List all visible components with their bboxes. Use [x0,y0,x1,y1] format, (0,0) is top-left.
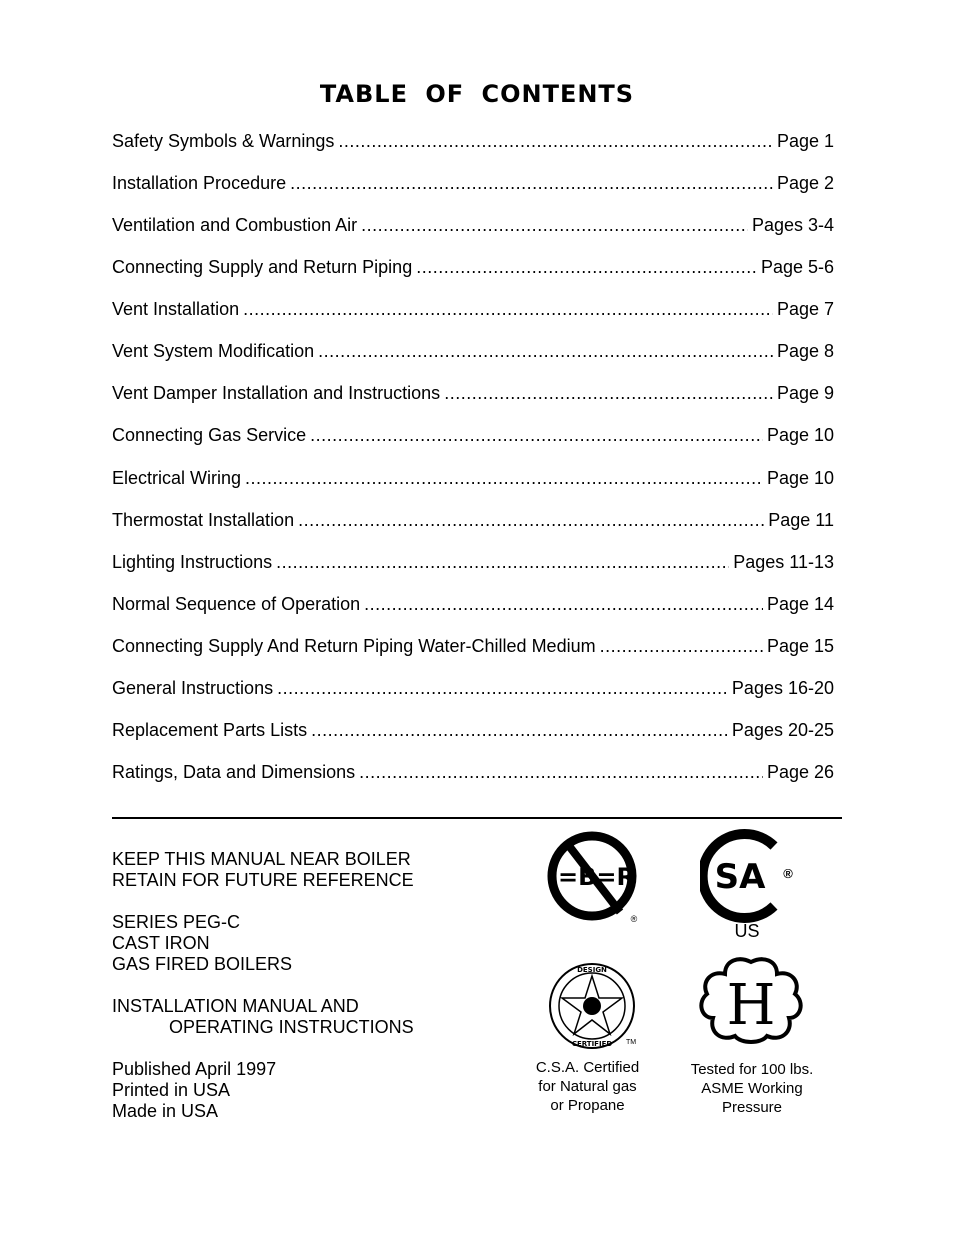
info-line: Published April 1997 [112,1059,277,1079]
toc-entry-page: Page 15 [766,635,834,656]
toc-entry-title: Ratings, Data and Dimensions [112,761,356,782]
csa-text: SA [714,857,766,897]
toc-entry-page: Pages 16-20 [731,677,834,698]
ibr-logo [544,830,644,930]
caption-line: Tested for 100 lbs. [690,1061,814,1078]
toc-entry-title: Connecting Supply and Return Piping [112,257,413,278]
toc-entry-page: Pages 20-25 [731,719,834,740]
info-line: Made in USA [112,1101,219,1121]
asme-h-stamp [697,956,805,1049]
dot-leader [338,131,773,152]
caption-line: Pressure [721,1099,783,1116]
info-line: GAS FIRED BOILERS [112,954,293,974]
toc-row [112,257,834,299]
trademark-mark: TM [625,1039,637,1046]
toc-row [112,131,834,173]
toc-row [112,468,834,510]
toc-entry-title: Connecting Gas Service [112,425,307,446]
info-line: SERIES PEG-C [112,912,241,932]
publication-info [112,1059,414,1122]
section-divider [112,817,842,819]
dot-leader [298,510,764,531]
dot-leader [361,215,748,236]
toc-row [112,510,834,552]
toc-entry-page: Page 14 [766,593,834,614]
registered-mark: ® [630,914,638,924]
dot-leader [311,720,728,741]
toc-row [112,636,834,678]
info-line: Printed in USA [112,1080,231,1100]
dot-leader [277,678,728,699]
dot-leader [364,594,763,615]
toc-entry-title: Vent Damper Installation and Instructions [112,383,441,404]
toc-entry-page: Page 10 [766,425,834,446]
toc-entry-title: Ventilation and Combustion Air [112,215,358,236]
caption-line: C.S.A. Certified [535,1059,640,1076]
toc-entry-page: Page 5-6 [760,257,834,278]
toc-entry-title: Lighting Instructions [112,551,273,572]
seal-top-text: DESIGN [577,966,607,974]
toc-entry-page: Page 7 [776,299,834,320]
toc-row [112,341,834,383]
toc-entry-title: Installation Procedure [112,173,287,194]
caption-line: or Propane [550,1097,625,1114]
toc-row [112,425,834,467]
toc-entry-page: Page 26 [766,761,834,782]
csa-us-label: US [734,921,760,941]
toc-entry-title: Thermostat Installation [112,509,295,530]
toc-entry-title: Vent System Modification [112,341,315,362]
toc-row [112,173,834,215]
csa-certified-caption [515,1058,660,1115]
caption-line: for Natural gas [538,1078,637,1095]
toc-entry-page: Page 2 [776,173,834,194]
toc-row [112,678,834,720]
dot-leader [245,468,763,489]
manual-info [112,849,414,1143]
manual-type [112,996,414,1038]
asme-tested-caption [672,1060,832,1117]
toc-entry-title: Electrical Wiring [112,467,242,488]
design-certified-seal [544,962,644,1055]
info-line: KEEP THIS MANUAL NEAR BOILER [112,849,411,869]
dot-leader [416,257,757,278]
series-info [112,912,414,975]
toc-entry-page: Page 1 [776,131,834,151]
toc-entry-title: Replacement Parts Lists [112,719,308,740]
table-of-contents [112,131,834,804]
retain-notice [112,849,414,891]
info-line: OPERATING INSTRUCTIONS [169,1017,414,1037]
toc-entry-title: Vent Installation [112,299,240,320]
seal-bottom-text: CERTIFIED [571,1040,613,1048]
dot-leader [243,299,773,320]
toc-entry-title: General Instructions [112,677,274,698]
dot-leader [600,636,763,657]
toc-entry-title: Connecting Supply And Return Piping Water-Chilled Medium [112,635,596,656]
toc-row [112,594,834,636]
info-line: RETAIN FOR FUTURE REFERENCE [112,870,414,890]
toc-entry-title: Safety Symbols & Warnings [112,131,335,151]
info-line: INSTALLATION MANUAL AND [112,996,359,1016]
toc-row [112,299,834,341]
dot-leader [444,383,773,404]
dot-leader [359,762,763,783]
registered-mark: ® [783,866,793,881]
dot-leader [290,173,773,194]
dot-leader [310,425,763,446]
toc-entry-page: Pages 11-13 [733,551,834,572]
ibr-text: I=B=R [549,863,635,891]
toc-row [112,552,834,594]
toc-row [112,720,834,762]
toc-row [112,762,834,804]
toc-entry-page: Page 8 [776,341,834,362]
csa-logo [700,828,800,948]
toc-entry-page: Page 9 [776,383,834,404]
page-title: TABLE OF CONTENTS [319,80,635,108]
toc-row [112,215,834,257]
dot-leader [318,341,773,362]
asme-h-letter: H [726,973,776,1038]
info-line: CAST IRON [112,933,210,953]
toc-entry-title: Normal Sequence of Operation [112,593,361,614]
toc-row [112,383,834,425]
toc-entry-page: Pages 3-4 [751,215,834,236]
dot-leader [276,552,729,573]
toc-entry-page: Page 11 [768,509,834,530]
caption-line: ASME Working [701,1080,803,1097]
toc-entry-page: Page 10 [766,467,834,488]
